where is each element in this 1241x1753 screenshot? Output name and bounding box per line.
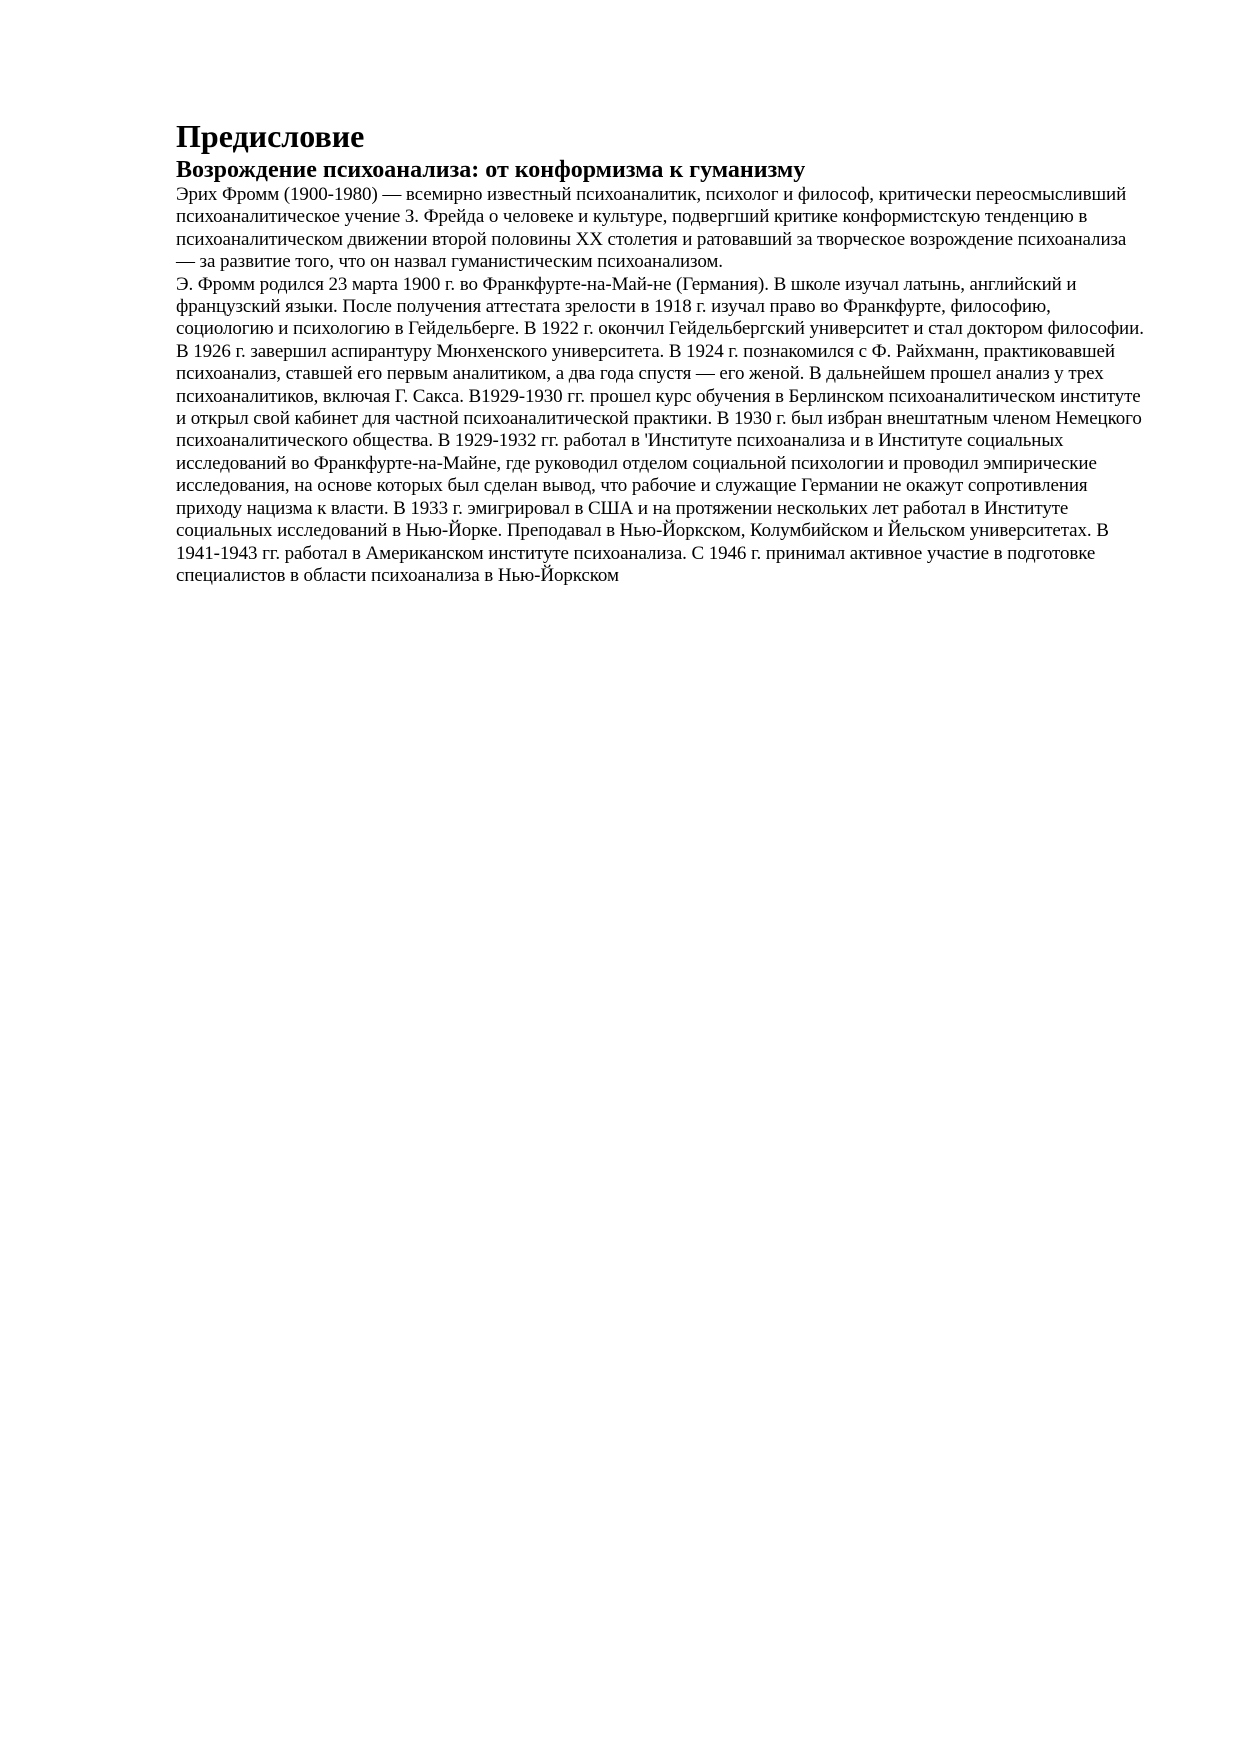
page-subtitle: Возрождение психоанализа: от конформизма к гуманизму	[176, 157, 806, 183]
paragraph-biography: Э. Фромм родился 23 марта 1900 г. во Франкфурте-на-Май-не (Германия). В школе изучал латынь, английский и французский языки. После получения аттестата зрелости в 1918 г. изучал право во Франкфурте, философию, социологию и психологию в Гейдельберге. В 1922 г. окончил Гейдельбергский университет и стал доктором философии. В 1926 г. завершил аспирантуру Мюнхенского университета. В 1924 г. познакомился с Ф. Райхманн, практиковавшей психоанализ, ставшей его первым аналитиком, а два года спустя — его женой. В дальнейшем прошел анализ у трех психоаналитиков, включая Г. Сакса. В1929-1930 гг. прошел курс обучения в Берлинском психоаналитическом институте и открыл свой кабинет для частной психоаналитической практики. В 1930 г. был избран внештатным членом Немецкого психоаналитического общества. В 1929-1932 гг. работал в 'Институте психоанализа и в Институте социальных исследований во Франкфурте-на-Майне, где руководил отделом социальной психологии и проводил эмпирические исследования, на основе которых был сделан вывод, что рабочие и служащие Германии не окажут сопротивления приходу нацизма к власти. В 1933 г. эмигрировал в США и на протяжении нескольких лет работал в Институте социальных исследований в Нью-Йорке. Преподавал в Нью-Йоркском, Колумбийском и Йельском университетах. В 1941-1943 гг. работал в Американском институте психоанализа. С 1946 г. принимал активное участие в подготовке специалистов в области психоанализа в Нью-Йоркском	[176, 273, 1144, 586]
page-title: Предисловие	[176, 118, 365, 154]
paragraph-intro: Эрих Фромм (1900-1980) — всемирно известный психоаналитик, психолог и философ, критически переосмысливший психоаналитическое учение З. Фрейда о человеке и культуре, подвергший критике конформистскую тенденцию в психоаналитическом движении второй половины XX столетия и ратовавший за творческое возрождение психоанализа — за развитие того, что он назвал гуманистическим психоанализом.	[176, 184, 1127, 273]
document-page	[176, 118, 1146, 587]
